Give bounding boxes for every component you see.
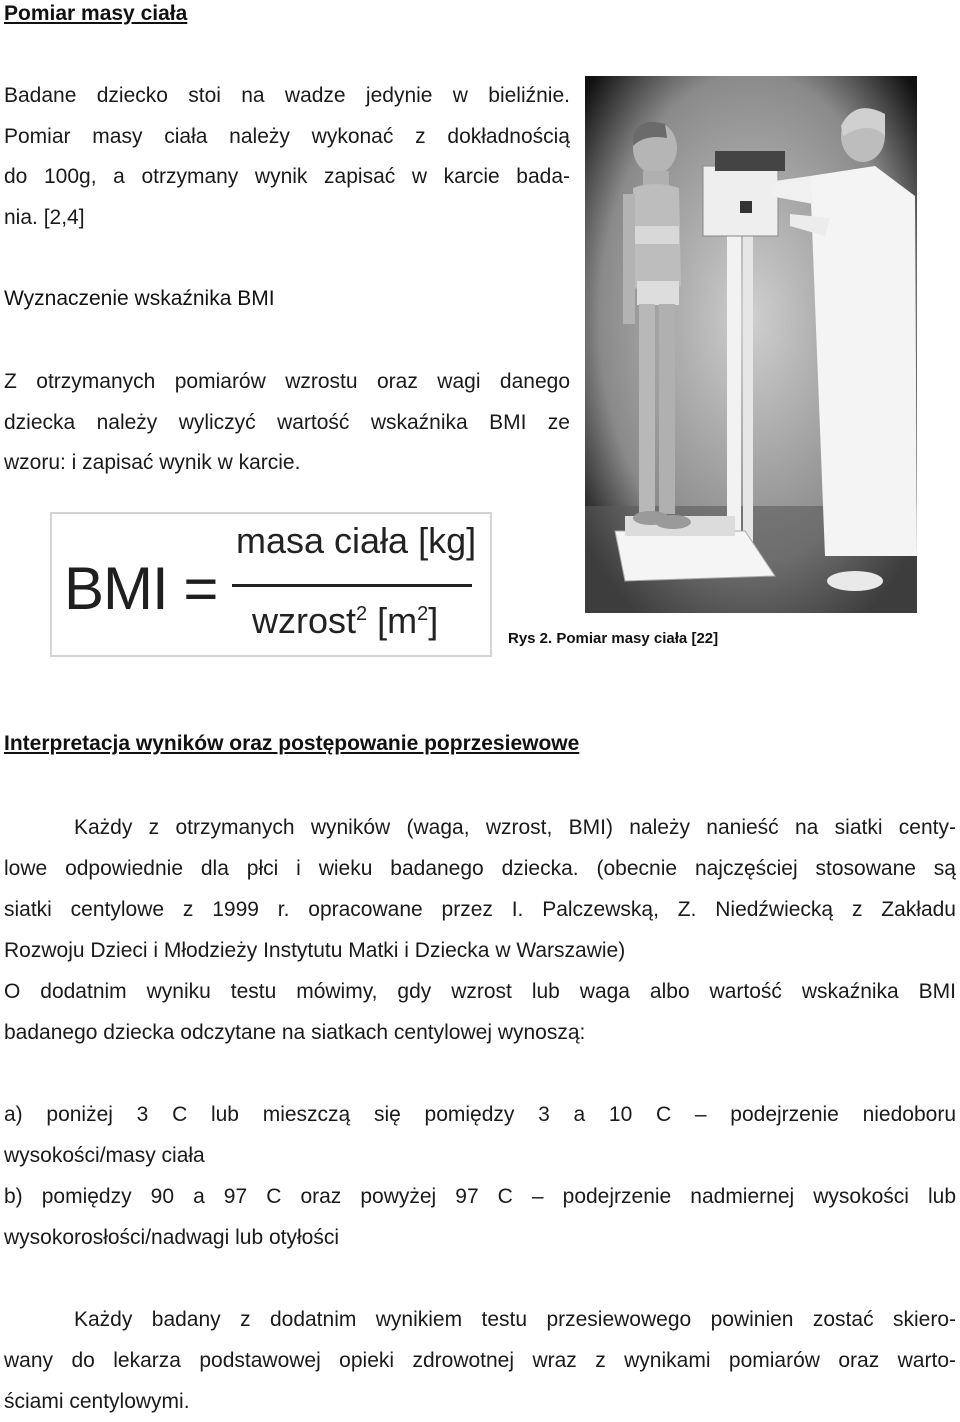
denominator-bracket: ] [428,600,439,641]
list-item-a-cont: wysokości/masy ciała [4,1144,205,1167]
formula-numerator: masa ciała [kg] [236,520,477,561]
text-line: Z otrzymanych pomiarów wzrostu oraz wagi danego [4,370,570,393]
formula-lhs: BMI = [64,555,218,622]
fraction-bar [232,584,472,587]
text-line: Rozwoju Dzieci i Młodzieży Instytutu Matki i Dziecka w Warszawie) [4,939,626,962]
section-title-bmi: Wyznaczenie wskaźnika BMI [4,287,275,310]
criteria-list [4,1094,956,1258]
denominator-text: wzrost [252,600,357,641]
list-item-b-cont: wysokorosłości/nadwagi lub otyłości [4,1226,339,1249]
bmi-paragraph [4,362,570,484]
text-line: Pomiar masy ciała należy wykonać z dokładnością [4,124,570,148]
text-line: do 100g, a otrzymany wynik zapisać w karcie bada- [4,165,570,188]
text-line: lowe odpowiednie dla płci i wieku badanego dziecka. (obecnie najczęściej stosowane są [4,857,956,880]
text-line: wzoru: i zapisać wynik w karcie. [4,451,301,474]
list-item-b: b) pomiędzy 90 a 97 C oraz powyżej 97 C – podejrzenie nadmiernej wysokości lub [4,1185,956,1208]
denominator-unit: [m [367,600,418,641]
text-line: wany do lekarza podstawowej opieki zdrowotnej wraz z wynikami pomiarów oraz warto- [4,1349,956,1372]
text-line: ściami centylowymi. [4,1390,190,1413]
text-line: nia. [2,4] [4,205,85,229]
list-item-a: a) poniżej 3 C lub mieszczą się pomiędzy 3 a 10 C – podejrzenie niedoboru [4,1103,956,1126]
weighing-photo [585,76,917,613]
formula-denominator [252,600,438,642]
text-line: Badane dziecko stoi na wadze jedynie w bieliźnie. [4,84,570,107]
text-line: badanego dziecka odczytane na siatkach centylowej wynoszą: [4,1021,586,1044]
denominator-exponent: 2 [356,603,368,625]
text-line: siatki centylowe z 1999 r. opracowane przez I. Palczewską, Z. Niedźwiecką z Zakładu [4,898,956,921]
figure-caption: Rys 2. Pomiar masy ciała [22] [508,630,719,647]
body-mass-paragraph [4,76,570,238]
text-line: dziecka należy wyliczyć wartość wskaźnika BMI ze [4,410,570,434]
denominator-unit-exponent: 2 [417,603,429,625]
bmi-formula [50,512,492,657]
text-line: O dodatnim wyniku testu mówimy, gdy wzrost lub waga albo wartość wskaźnika BMI [4,980,956,1003]
interpretation-paragraph [4,807,956,1053]
section-title-interpretation: Interpretacja wyników oraz postępowanie poprzesiewowe [4,732,580,755]
photo-illustration [585,76,917,613]
section-title-body-mass: Pomiar masy ciała [4,2,188,25]
text-line: Każdy z otrzymanych wyników (waga, wzrost, BMI) należy nanieść na siatki centy- [74,816,956,839]
referral-paragraph [4,1299,956,1422]
text-line: Każdy badany z dodatnim wynikiem testu przesiewowego powinien zostać skiero- [74,1308,956,1331]
